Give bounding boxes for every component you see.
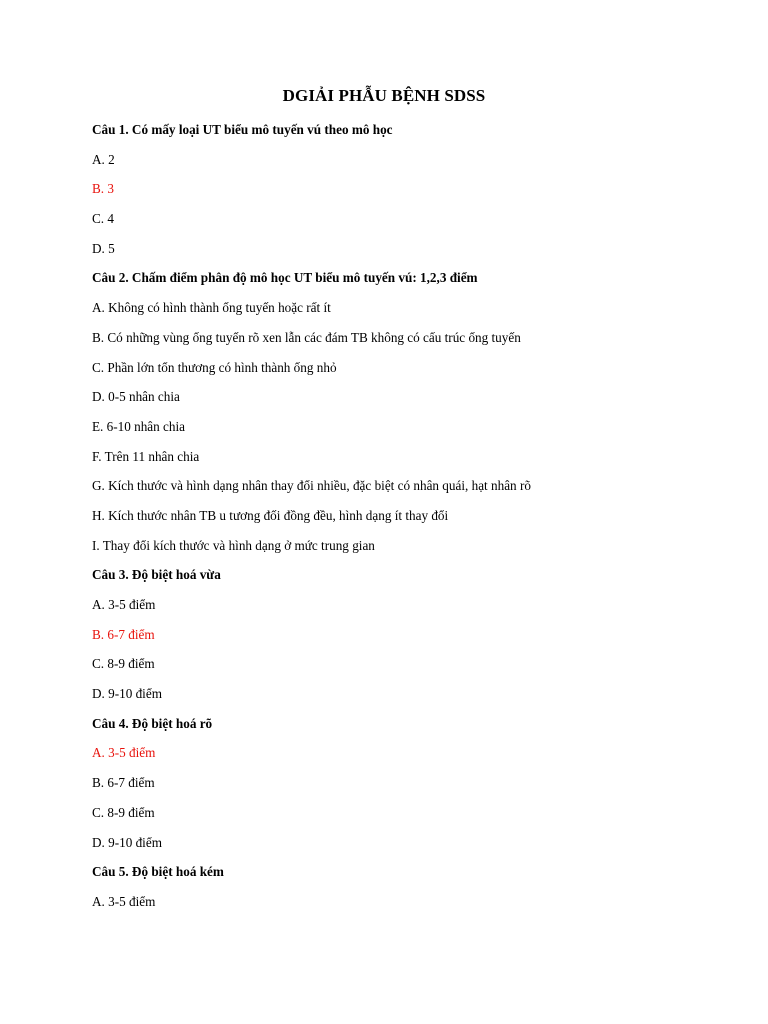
answer-option: D. 0-5 nhân chia: [92, 389, 180, 405]
answer-option: B. Có những vùng ống tuyến rõ xen lẫn các đám TB không có cấu trúc ống tuyến: [92, 329, 521, 345]
answer-option: A. Không có hình thành ống tuyến hoặc rất ít: [92, 300, 331, 316]
answer-option: C. Phần lớn tổn thương có hình thành ống nhỏ: [92, 359, 337, 375]
question-heading: Câu 1. Có mấy loại UT biểu mô tuyến vú theo mô học: [92, 122, 393, 137]
answer-option: E. 6-10 nhân chia: [92, 418, 186, 434]
answer-option: G. Kích thước và hình dạng nhân thay đổi nhiều, đặc biệt có nhân quái, hạt nhân rõ: [92, 478, 531, 494]
answer-option-correct: B. 6-7 điểm: [92, 626, 155, 642]
question-heading: Câu 3. Độ biệt hoá vừa: [92, 567, 221, 583]
answer-option: A. 3-5 điểm: [92, 597, 156, 612]
answer-option: C. 4: [92, 211, 114, 227]
question-heading: Câu 5. Độ biệt hoá kém: [92, 864, 224, 880]
answer-option: C. 8-9 điểm: [92, 656, 155, 672]
answer-option: D. 9-10 điểm: [92, 834, 162, 850]
question-list: [92, 120, 712, 922]
answer-option: B. 6-7 điểm: [92, 775, 155, 791]
answer-option: C. 8-9 điểm: [92, 804, 155, 820]
question-heading: Câu 4. Độ biệt hoá rõ: [92, 715, 213, 731]
answer-option: A. 2: [92, 151, 115, 167]
answer-option: I. Thay đổi kích thước và hình dạng ở mức trung gian: [92, 537, 375, 553]
answer-option-correct: A. 3-5 điểm: [92, 745, 156, 761]
page-title: DGIẢI PHẪU BỆNH SDSS: [282, 86, 486, 105]
answer-option: A. 3-5 điểm: [92, 893, 156, 909]
question-heading: Câu 2. Chấm điểm phân độ mô học UT biểu mô tuyến vú: 1,2,3 điểm: [92, 270, 478, 286]
answer-option: H. Kích thước nhân TB u tương đối đồng đều, hình dạng ít thay đổi: [92, 507, 449, 523]
answer-option: D. 9-10 điểm: [92, 686, 162, 702]
answer-option: D. 5: [92, 240, 115, 256]
answer-option-correct: B. 3: [92, 181, 114, 197]
answer-option: F. Trên 11 nhân chia: [92, 448, 200, 464]
